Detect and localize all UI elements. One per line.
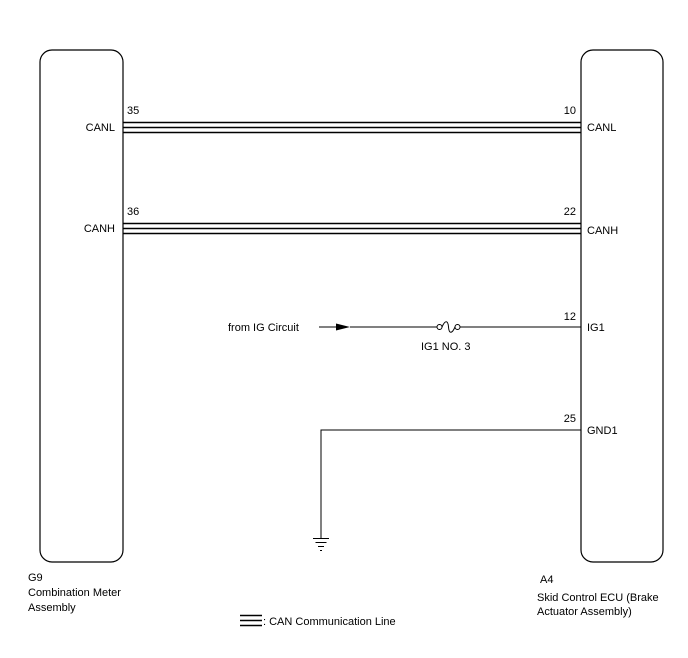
gnd1-wire — [321, 430, 581, 538]
fuse-label: IG1 NO. 3 — [421, 341, 471, 353]
right-component-name-line2: Actuator Assembly) — [537, 606, 632, 618]
legend-label: : CAN Communication Line — [263, 616, 396, 628]
ig-source-label: from IG Circuit — [228, 322, 299, 334]
right-pin-gnd1-number: 25 — [563, 413, 576, 425]
right-component-code: A4 — [540, 574, 554, 586]
left-pin-canl-number: 35 — [127, 105, 140, 117]
left-pin-canh-number: 36 — [127, 206, 140, 218]
right-pin-ig1-label: IG1 — [587, 322, 605, 334]
left-pin-canh-label: CANH — [83, 223, 115, 235]
right-pin-canh-number: 22 — [563, 206, 576, 218]
right-component-name-line1: Skid Control ECU (Brake — [537, 592, 659, 604]
canh-wire — [123, 224, 581, 234]
right-pin-canl-number: 10 — [563, 105, 576, 117]
right-pin-ig1-number: 12 — [563, 311, 576, 323]
can-line-legend-icon — [240, 616, 262, 626]
canl-wire — [123, 123, 581, 133]
left-component-name-line2: Assembly — [28, 602, 76, 614]
left-pin-canl-label: CANL — [85, 122, 115, 134]
right-pin-canl-label: CANL — [587, 122, 617, 134]
left-component-code: G9 — [28, 572, 43, 584]
left-component-name-line1: Combination Meter — [28, 587, 121, 599]
fuse-icon — [437, 322, 460, 333]
right-pin-canh-label: CANH — [587, 225, 619, 237]
arrow-right-icon — [336, 324, 350, 331]
right-pin-gnd1-label: GND1 — [587, 425, 618, 437]
ground-icon — [313, 539, 329, 551]
